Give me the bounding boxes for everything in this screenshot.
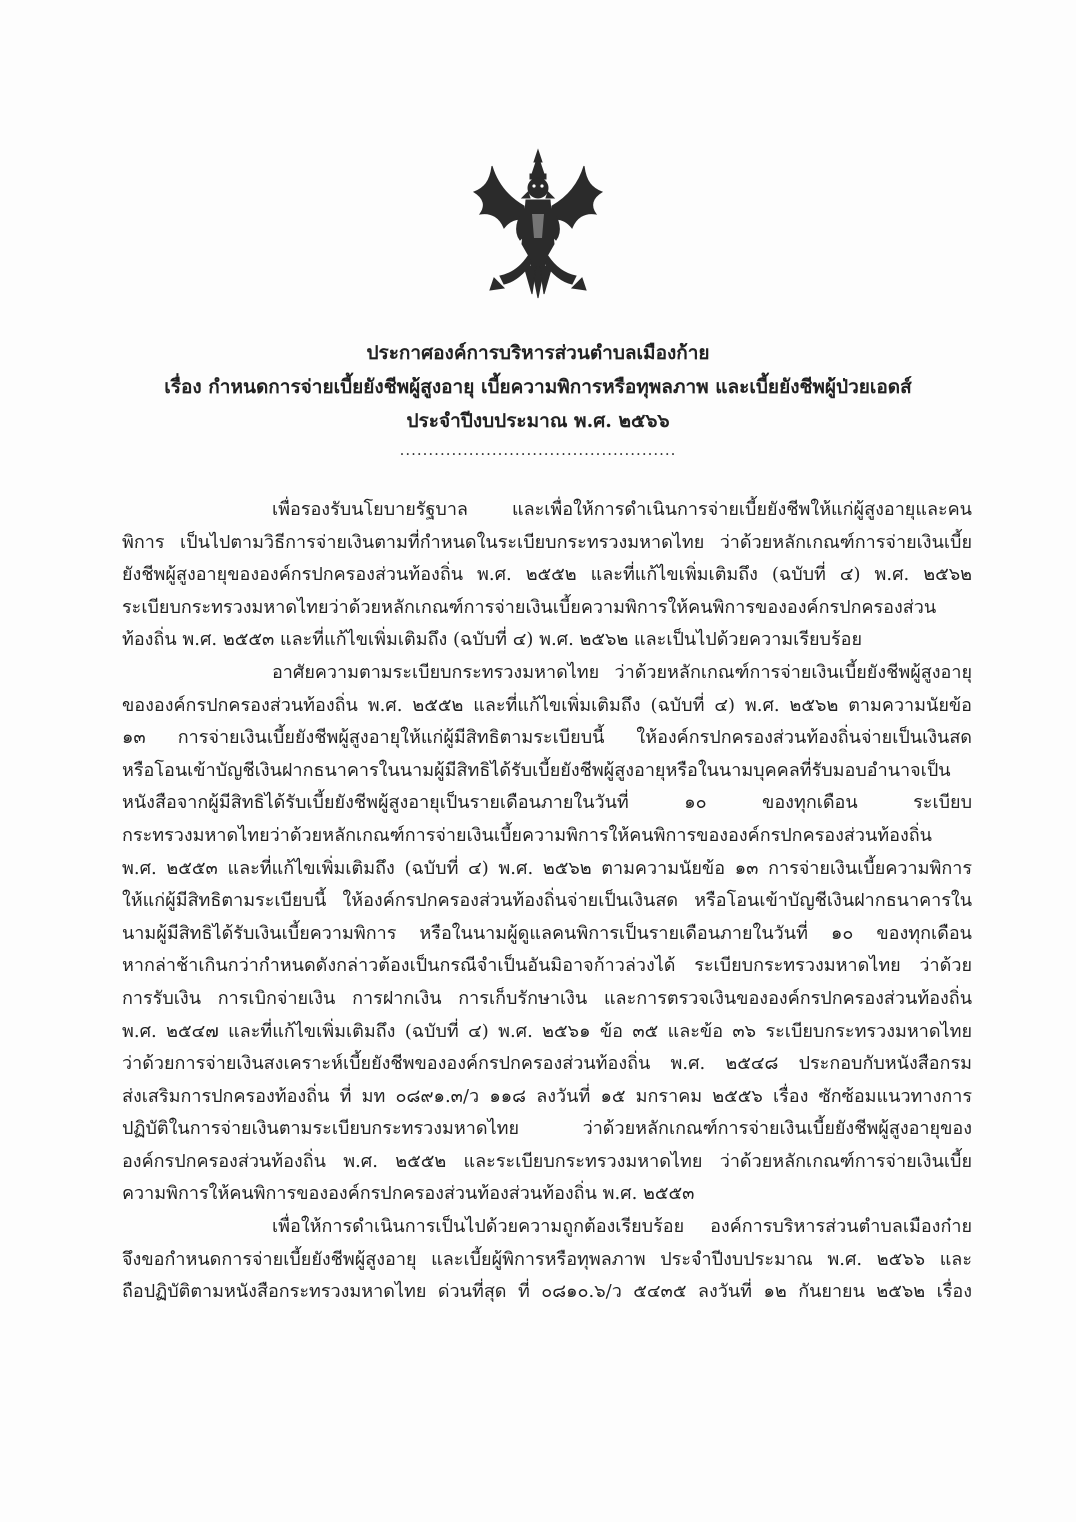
body-line: หนังสือจากผู้มีสิทธิได้รับเบี้ยยังชีพผู้สูงอายุเป็นรายเดือนภายในวันที่ ๑๐ ของทุกเดือน ระเบียบ: [122, 792, 972, 814]
announcement-body: [122, 494, 972, 1309]
body-line: ยังชีพผู้สูงอายุขององค์กรปกครองส่วนท้องถิ่น พ.ศ. ๒๕๕๒ และที่แก้ไขเพิ่มเติมถึง (ฉบับที่ ๔) พ.ศ. ๒๕๖๒: [122, 564, 972, 586]
announcement-header: [100, 336, 976, 460]
body-line: พ.ศ. ๒๕๕๓ และที่แก้ไขเพิ่มเติมถึง (ฉบับที่ ๔) พ.ศ. ๒๕๖๒ ตามความนัยข้อ ๑๓ การจ่ายเงินเบี้ยความพิการ: [122, 857, 972, 879]
body-line: พ.ศ. ๒๕๔๗ และที่แก้ไขเพิ่มเติมถึง (ฉบับที่ ๔) พ.ศ. ๒๕๖๑ ข้อ ๓๕ และข้อ ๓๖ ระเบียบกระทรวงมหาดไทย: [122, 1020, 972, 1042]
body-line: ๑๓ การจ่ายเงินเบี้ยยังชีพผู้สูงอายุให้แก่ผู้มีสิทธิตามระเบียบนี้ ให้องค์กรปกครองส่วนท้องถิ่นจ่ายเป็นเงินสด: [122, 727, 972, 749]
body-line: เพื่อให้การดำเนินการเป็นไปด้วยความถูกต้องเรียบร้อย องค์การบริหารส่วนตำบลเมืองก๋าย: [272, 1216, 972, 1238]
body-line: หรือโอนเข้าบัญชีเงินฝากธนาคารในนามผู้มีสิทธิได้รับเบี้ยยังชีพผู้สูงอายุหรือในนามบุคคลที่รับมอบอำนาจเป็น: [122, 759, 951, 781]
body-line: ขององค์กรปกครองส่วนท้องถิ่น พ.ศ. ๒๕๕๒ และที่แก้ไขเพิ่มเติมถึง (ฉบับที่ ๔) พ.ศ. ๒๕๖๒ ตามความนัยข้อ: [122, 694, 972, 716]
body-line: อาศัยความตามระเบียบกระทรวงมหาดไทย ว่าด้วยหลักเกณฑ์การจ่ายเงินเบี้ยยังชีพผู้สูงอายุ: [272, 661, 972, 683]
body-line: ท้องถิ่น พ.ศ. ๒๕๕๓ และที่แก้ไขเพิ่มเติมถึง (ฉบับที่ ๔) พ.ศ. ๒๕๖๒ และเป็นไปด้วยความเรียบร้อย: [122, 629, 862, 651]
body-line: พิการ เป็นไปตามวิธีการจ่ายเงินตามที่กำหนดในระเบียบกระทรวงมหาดไทย ว่าด้วยหลักเกณฑ์การจ่ายเงินเบี้ย: [122, 531, 972, 553]
body-line: ว่าด้วยการจ่ายเงินสงเคราะห์เบี้ยยังชีพขององค์กรปกครองส่วนท้องถิ่น พ.ศ. ๒๕๔๘ ประกอบกับหนังสือกรม: [122, 1053, 972, 1075]
body-line: องค์กรปกครองส่วนท้องถิ่น พ.ศ. ๒๕๕๒ และระเบียบกระทรวงมหาดไทย ว่าด้วยหลักเกณฑ์การจ่ายเงินเบี้ย: [122, 1150, 972, 1172]
body-line: ระเบียบกระทรวงมหาดไทยว่าด้วยหลักเกณฑ์การจ่ายเงินเบี้ยความพิการให้คนพิการขององค์กรปกครองส่วน: [122, 596, 937, 618]
garuda-emblem-icon: [470, 148, 606, 308]
announcement-title: ประกาศองค์การบริหารส่วนตำบลเมืองก้าย: [366, 342, 710, 364]
announcement-subject: เรื่อง กำหนดการจ่ายเบี้ยยังชีพผู้สูงอายุ เบี้ยความพิการหรือทุพลภาพ และเบี้ยยังชีพผู้ป่วยเอดส์: [164, 376, 912, 398]
fiscal-year: ประจำปีงบประมาณ พ.ศ. ๒๕๖๖: [406, 410, 670, 432]
body-line: จึงขอกำหนดการจ่ายเบี้ยยังชีพผู้สูงอายุ และเบี้ยผู้พิการหรือทุพลภาพ ประจำปีงบประมาณ พ.ศ. ๒๕๖๖ และ: [122, 1248, 972, 1270]
body-line: ความพิการให้คนพิการขององค์กรปกครองส่วนท้องส่วนท้องถิ่น พ.ศ. ๒๕๕๓: [122, 1183, 695, 1205]
body-line: ปฏิบัติในการจ่ายเงินตามระเบียบกระทรวงมหาดไทย ว่าด้วยหลักเกณฑ์การจ่ายเงินเบี้ยยังชีพผู้สูงอายุของ: [122, 1118, 972, 1140]
body-line: กระทรวงมหาดไทยว่าด้วยหลักเกณฑ์การจ่ายเงินเบี้ยความพิการให้คนพิการขององค์กรปกครองส่วนท้องถิ่น: [122, 824, 932, 846]
body-line: เพื่อรองรับนโยบายรัฐบาล และเพื่อให้การดำเนินการจ่ายเบี้ยยังชีพให้แก่ผู้สูงอายุและคน: [272, 499, 972, 520]
body-line: นามผู้มีสิทธิได้รับเงินเบี้ยความพิการ หรือในนามผู้ดูแลคนพิการเป็นรายเดือนภายในวันที่ ๑๐ ของทุกเดือน: [122, 922, 972, 944]
body-line: ให้แก่ผู้มีสิทธิตามระเบียบนี้ ให้องค์กรปกครองส่วนท้องถิ่นจ่ายเป็นเงินสด หรือโอนเข้าบัญชีเงินฝากธนาคารใน: [122, 890, 972, 912]
body-line: ถือปฏิบัติตามหนังสือกระทรวงมหาดไทย ด่วนที่สุด ที่ ๐๘๑๐.๖/ว ๕๔๓๕ ลงวันที่ ๑๒ กันยายน ๒๕๖๒ เรื่อง: [122, 1281, 972, 1303]
body-line: หากล่าช้าเกินกว่ากำหนดดังกล่าวต้องเป็นกรณีจำเป็นอันมิอาจก้าวล่วงได้ ระเบียบกระทรวงมหาดไทย ว่าด้วย: [122, 955, 972, 977]
body-line: การรับเงิน การเบิกจ่ายเงิน การฝากเงิน การเก็บรักษาเงิน และการตรวจเงินขององค์กรปกครองส่วนท้องถิ่น: [122, 987, 972, 1009]
body-line: ส่งเสริมการปกครองท้องถิ่น ที่ มท ๐๘๙๑.๓/ว ๑๑๘ ลงวันที่ ๑๕ มกราคม ๒๕๕๖ เรื่อง ซักซ้อมแนวทางการ: [122, 1085, 972, 1107]
header-separator: ................................................: [399, 441, 677, 459]
